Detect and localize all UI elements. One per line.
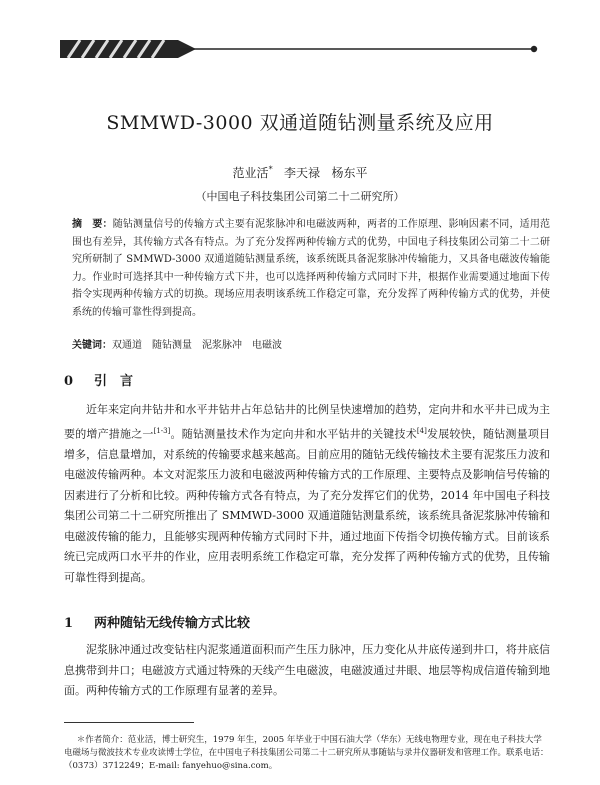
section-heading-intro (64, 370, 133, 389)
header-banner (60, 36, 540, 62)
section-title: 引 言 (94, 374, 134, 389)
author-footnote: ＊作者简介：范业活，博士研究生，1979 年生，2005 年毕业于中国石油大学（华东）无线电物理专业，现在电子科技大学电磁场与微波技术专业攻读博士学位，在中国电子科技集团公司第二十二研究所从事随钻与录井仪器研发和管理工作。联系电话：（0373）3712249；E-mail: fanyehuo@sina.com。 (64, 735, 549, 771)
section-heading-comparison (64, 612, 250, 631)
citation: [1-3] (153, 426, 171, 435)
citation: [4] (416, 426, 427, 435)
comparison-paragraph: 泥浆脉冲通过改变钻柱内泥浆通道面积而产生压力脉冲，压力变化从井底传递到井口，将井底信息携带到井口；电磁波方式通过特殊的天线产生电磁波，电磁波通过井眼、地层等构成信道传输到地面。两种传输方式的工作原理有显著的差异。 (64, 643, 550, 697)
author-mark: * (268, 165, 273, 174)
paper-title: SMMWD-3000 双通道随钻测量系统及应用 (106, 112, 494, 134)
keywords-text: 双通道 随钻测量 泥浆脉冲 电磁波 (112, 340, 282, 351)
abstract-text: 随钻测量信号的传输方式主要有泥浆脉冲和电磁波两种，两者的工作原理、影响因素不同，适用范围也有差异，其传输方式各有特点。为了充分发挥两种传输方式的优势，中国电子科技集团公司第二十二研究所研制了 SMMWD-3000 双通道随钻测量系统，该系统既具备泥浆脉冲传输能力，又具备电磁波传输能力。作业时可选择其中一种传输方式下井，也可以选择两种传输方式同时下井，根据作业需要通过地面下传指令实现两种传输方式的切换。现场应用表明该系统工作稳定可靠，充分发挥了两种传输方式的优势，并使系统的传输可靠性得到提高。 (72, 219, 551, 318)
author-list (0, 164, 600, 181)
abstract (72, 216, 550, 321)
intro-text-c: 发展较快，随钻测量项目增多，信息量增加，对系统的传输要求越来越高。目前应用的随钻无线传输技术主要有泥浆压力波和电磁波传输两种。本文对泥浆压力波和电磁波两种传输方式的工作原理、主要特点及影响信号传输的因素进行了分析和比较。两种传输方式各有特点，为了充分发挥它们的优势，2014 年中国电子科技集团公司第二十二研究所推出了 SMMWD-3000 双通道随钻测量系统，该系统具备泥浆脉冲传输和电磁波传输的能力，且能够实现两种传输方式同时下井，通过地面下传指令切换传输方式。目前该系统已完成两口水平井的作业，应用表明系统工作稳定可靠，充分发挥了两种传输方式的优势，且传输可靠性得到提高。 (64, 427, 551, 584)
section-title: 两种随钻无线传输方式比较 (94, 616, 251, 631)
intro-paragraph (64, 400, 550, 588)
first-author: 范业活 (232, 166, 269, 180)
section-number: 1 (64, 616, 74, 631)
affiliation: （中国电子科技集团公司第二十二研究所） (195, 190, 405, 203)
keywords-label: 关键词： (72, 340, 112, 351)
abstract-label: 摘 要： (72, 219, 113, 230)
intro-text-b: 。随钻测量技术作为定向井和水平钻井的关键技术 (170, 427, 417, 441)
footnote-divider (64, 722, 194, 723)
section-number: 0 (64, 374, 74, 389)
other-authors: 李天禄 杨东平 (272, 166, 368, 180)
keywords (72, 336, 550, 351)
intro-text-a: 近年来定向井钻井和水平井钻井占年总钻井的比例呈快速增加的趋势，定向井和水平井已成为主要的增产措施之一 (64, 403, 550, 441)
